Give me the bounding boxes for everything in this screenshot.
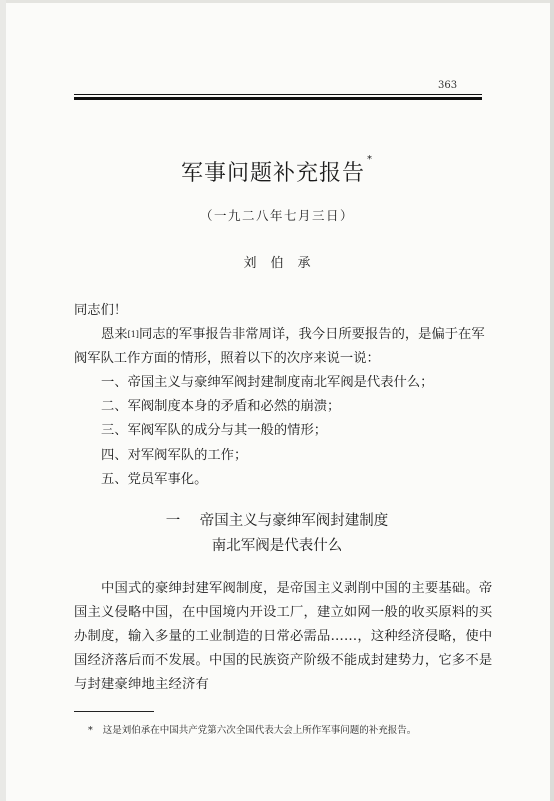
footnote-marker: * (88, 725, 93, 736)
title-text: 军事问题补充报告 (180, 161, 365, 186)
page-number: 363 (438, 80, 458, 91)
intro-text-start: 恩来 (101, 327, 128, 342)
outline-item: 三、军阀军队的成分与其一般的情形； (101, 423, 328, 439)
header-rule-thick (74, 97, 482, 100)
section-title-line1: 帝国主义与豪绅军阀封建制度 (199, 513, 389, 529)
greeting: 同志们！ (74, 303, 128, 318)
outline-item: 一、帝国主义与豪绅军阀封建制度南北军阀是代表什么； (101, 375, 434, 390)
document-author: 刘伯承 (243, 256, 325, 271)
title-footnote-marker: * (367, 154, 373, 165)
intro-paragraph (74, 323, 494, 371)
footnote-text: 这是刘伯承在中国共产党第六次全国代表大会上所作军事问题的补充报告。 (102, 725, 417, 736)
intro-note-marker: [1] (127, 330, 139, 339)
intro-text-rest: 同志的军事报告非常周详，我今日所要报告的，是偏于在军阀军队工作方面的情形，照着以下的次序来说一说： (74, 327, 485, 366)
outline-list (101, 371, 433, 492)
outline-item: 五、党员军事化。 (101, 471, 208, 487)
document-title (0, 156, 554, 187)
section-title-line2: 南北军阀是代表什么 (211, 538, 343, 554)
section-heading (0, 509, 554, 559)
document-date: （一九二八年七月三日） (199, 208, 354, 223)
footnote (88, 722, 416, 736)
section-heading-line1 (166, 513, 389, 529)
scan-edge-top (0, 0, 554, 3)
body-paragraph: 中国式的豪绅封建军阀制度，是帝国主义剥削中国的主要基础。帝国主义侵略中国，在中国境内开设工厂，建立如网一般的收买原料的买办制度，输入多量的工业制造的日常必需品……，这种经济侵略，使中国经济落后而不发展。中国的民族资产阶级不能成封建势力，它多不是与封建豪绅地主经济有 (74, 581, 493, 692)
outline-item: 四、对军阀军队的工作； (101, 447, 248, 463)
outline-item: 二、军阀制度本身的矛盾和必然的崩溃； (101, 399, 341, 415)
scan-edge-left (0, 0, 6, 801)
header-rule-thin (74, 94, 482, 95)
section-number: 一 (165, 513, 181, 529)
scan-edge-right (550, 0, 554, 801)
footnote-rule (74, 711, 154, 712)
